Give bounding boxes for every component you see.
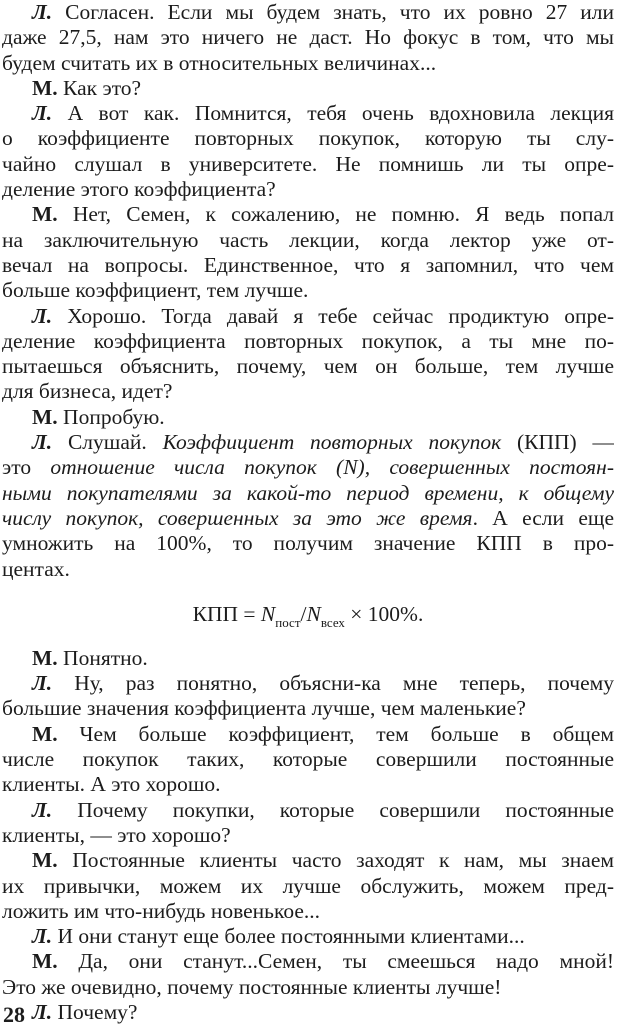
text-line — [2, 379, 614, 404]
line-text: Слушай. — [67, 430, 147, 455]
line-text: о коэффициенте повторных покупок, которую ты слу- — [2, 126, 614, 151]
text-line — [2, 228, 614, 253]
speaker-label: М. — [32, 645, 58, 670]
speaker-label: М. — [32, 949, 58, 974]
line-text: деление этого коэффициента? — [2, 177, 276, 202]
text-line — [2, 924, 614, 949]
line-text: . А если еще — [472, 505, 614, 530]
speaker-label: М. — [32, 404, 58, 429]
line-text: клиенты. А это хорошо. — [2, 772, 221, 797]
definition-italic: ными покупателями за какой-то период времени, к общему — [2, 480, 614, 505]
text-line — [2, 455, 614, 480]
text-line — [2, 646, 614, 671]
line-text: Хорошо. Тогда давай я тебе сейчас продиктую опре- — [67, 303, 614, 328]
text-line — [2, 506, 614, 531]
speaker-label: М. — [32, 202, 58, 227]
line-text: на заключительную часть лекции, когда лектор уже от- — [2, 227, 614, 252]
speaker-label: Л. — [32, 797, 53, 822]
text-line — [2, 25, 614, 50]
text-line — [2, 798, 614, 823]
text-line — [2, 975, 614, 1000]
line-text: Согласен. Если мы будем знать, что их ровно 27 или — [65, 0, 614, 24]
line-text: умножить на 100%, то получим значение КПП в про- — [2, 531, 614, 556]
speaker-label: Л. — [32, 924, 53, 949]
line-text: Понятно. — [63, 645, 148, 670]
line-text: клиенты, — это хорошо? — [2, 822, 231, 847]
formula-subscript: пост — [275, 614, 301, 630]
line-text: Как это? — [63, 75, 142, 100]
line-text: для бизнеса, идет? — [2, 379, 173, 404]
line-text: их привычки, можем их лучше обслужить, можем пред- — [2, 873, 614, 898]
line-text: вечал на вопросы. Единственное, что я запомнил, что чем — [2, 252, 614, 277]
text-line — [2, 304, 614, 329]
text-line — [2, 354, 614, 379]
text-line — [2, 126, 614, 151]
line-text: чайно слушал в университете. Не помнишь ли ты опре- — [2, 151, 614, 176]
speaker-label: М. — [32, 75, 58, 100]
line-text: больше коэффициент, тем лучше. — [2, 278, 309, 303]
formula-operator: / — [300, 601, 307, 626]
line-text: Ну, раз понятно, объясни-ка мне теперь, почему — [74, 671, 614, 696]
text-line — [2, 101, 614, 126]
speaker-label: Л. — [32, 303, 53, 328]
text-line — [2, 481, 614, 506]
line-text: Почему покупки, которые совершили постоянные — [77, 797, 614, 822]
line-text: Нет, Семен, к сожалению, не помню. Я ведь попал — [72, 202, 614, 227]
text-line — [2, 949, 614, 974]
line-text: Попробую. — [63, 404, 165, 429]
line-text: большие значения коэффициента лучше, чем маленькие? — [2, 696, 526, 721]
speaker-label: Л. — [32, 671, 53, 696]
line-text: пытаешься объяснить, почему, чем он больше, тем лучше — [2, 354, 614, 379]
definition-italic: числу покупок, совершенных за это же время — [2, 505, 473, 530]
text-line — [2, 848, 614, 873]
text-line — [2, 405, 614, 430]
text-line — [2, 722, 614, 747]
line-text: Это же очевидно, почему постоянные клиенты лучше! — [2, 974, 502, 999]
speaker-label: Л. — [32, 430, 53, 455]
text-line — [2, 329, 614, 354]
line-text: Чем больше коэффициент, тем больше в общем — [79, 721, 614, 746]
text-line — [2, 152, 614, 177]
line-text: (КПП) — — [516, 430, 614, 455]
text-line — [2, 202, 614, 227]
line-text: Почему? — [57, 999, 138, 1024]
speaker-label: М. — [32, 848, 58, 873]
speaker-label: Л. — [32, 999, 53, 1024]
text-line — [2, 772, 614, 797]
text-line — [2, 531, 614, 556]
text-line — [2, 76, 614, 101]
formula-variable: N — [306, 601, 321, 626]
speaker-label: М. — [32, 721, 58, 746]
text-line — [2, 430, 614, 455]
definition-italic: отношение числа покупок (N), совершенных постоян- — [50, 455, 614, 480]
line-text: будем считать их в относительных величинах... — [2, 50, 437, 75]
speaker-label: Л. — [32, 101, 53, 126]
speaker-label: Л. — [32, 0, 53, 24]
formula-rhs: × 100%. — [344, 601, 424, 626]
text-line — [2, 823, 614, 848]
text-line — [2, 1000, 614, 1025]
text-line — [2, 671, 614, 696]
line-text: И они станут еще более постоянными клиентами... — [57, 924, 525, 949]
formula-lhs: КПП = — [192, 601, 261, 626]
line-text: А вот как. Помнится, тебя очень вдохновила лекция — [67, 101, 614, 126]
text-line — [2, 874, 614, 899]
formula-variable: N — [260, 601, 276, 626]
text-line — [2, 177, 614, 202]
line-text: даже 27,5, нам это ничего не даст. Но фокус в том, что мы — [2, 25, 614, 50]
formula — [2, 582, 614, 646]
text-line — [2, 278, 614, 303]
dialogue-text — [2, 0, 614, 1025]
line-text: это — [2, 455, 32, 480]
term-italic: Коэффициент повторных покупок — [162, 430, 502, 455]
line-text: ложить им что-нибудь новенькое... — [2, 898, 321, 923]
line-text: центах. — [2, 556, 70, 581]
formula-subscript: всех — [320, 614, 345, 630]
text-line — [2, 51, 614, 76]
page-number: 28 — [3, 1002, 25, 1027]
line-text: Постоянные клиенты часто заходят к нам, мы знаем — [72, 848, 614, 873]
line-text: числе покупок таких, которые совершили постоянные — [2, 747, 614, 772]
text-line — [2, 747, 614, 772]
line-text: деление коэффициента повторных покупок, а ты мне по- — [2, 328, 614, 353]
text-line — [2, 0, 614, 25]
text-line — [2, 557, 614, 582]
text-line — [2, 696, 614, 721]
text-line — [2, 899, 614, 924]
text-line — [2, 253, 614, 278]
line-text: Да, они станут...Семен, ты смеешься надо мной! — [78, 949, 614, 974]
